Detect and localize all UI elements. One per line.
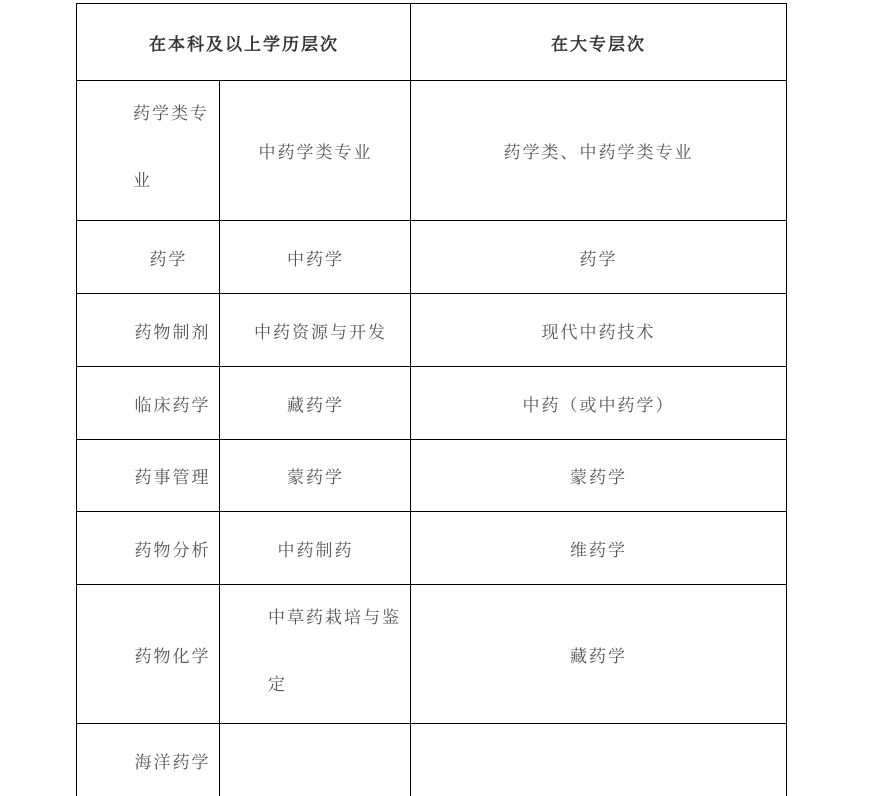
cell-text: 蒙药学 bbox=[570, 468, 627, 488]
table-cell-middle bbox=[219, 511, 411, 584]
cell-text: 药学 bbox=[579, 249, 618, 270]
cell-text: 海洋药学 bbox=[134, 752, 211, 773]
cell-text: 药事管理 bbox=[134, 468, 211, 488]
header-cell-college bbox=[410, 3, 787, 80]
table-cell-right bbox=[410, 511, 787, 584]
table-cell-middle bbox=[219, 439, 411, 511]
table-cell-left bbox=[76, 584, 220, 723]
cell-text: 藏药学 bbox=[570, 646, 627, 667]
requirements-table bbox=[76, 3, 787, 793]
cell-text: 维药学 bbox=[570, 540, 627, 561]
table-cell-left bbox=[76, 293, 220, 366]
cell-text: 中草药栽培与鉴定 bbox=[268, 608, 401, 695]
table-cell-left bbox=[76, 220, 220, 293]
cell-text: 药物制剂 bbox=[134, 322, 211, 343]
table-cell-left bbox=[76, 80, 220, 220]
table-cell-left bbox=[76, 723, 220, 796]
cell-text: 中药资源与开发 bbox=[254, 322, 387, 343]
table-cell-right bbox=[410, 80, 787, 220]
cell-text: 药学类专业 bbox=[133, 104, 209, 191]
cell-text: 中药学 bbox=[287, 249, 344, 270]
cell-text: 现代中药技术 bbox=[541, 322, 656, 343]
table-cell-middle bbox=[219, 293, 411, 366]
cell-text: 药物化学 bbox=[134, 646, 211, 667]
cell-text: 药物分析 bbox=[134, 540, 211, 561]
table-cell-left bbox=[76, 439, 220, 511]
table-cell-right bbox=[410, 293, 787, 366]
cell-text: 中药（或中药学） bbox=[522, 395, 675, 416]
table-cell-right bbox=[410, 584, 787, 723]
header-cell-undergrad bbox=[76, 3, 411, 80]
table-cell-middle bbox=[219, 723, 411, 796]
header-college-label: 在大专层次 bbox=[551, 34, 646, 55]
cell-text: 药学类、中药学类专业 bbox=[503, 143, 694, 163]
table-cell-left bbox=[76, 511, 220, 584]
cell-text: 临床药学 bbox=[134, 395, 211, 416]
table-cell-middle bbox=[219, 366, 411, 439]
header-undergrad-label: 在本科及以上学历层次 bbox=[149, 34, 339, 55]
table-cell-right bbox=[410, 723, 787, 796]
table-cell-right bbox=[410, 366, 787, 439]
cell-text: 药学 bbox=[149, 249, 188, 270]
table-cell-middle bbox=[219, 220, 411, 293]
cell-text: 藏药学 bbox=[287, 395, 344, 416]
table-cell-left bbox=[76, 366, 220, 439]
table-cell-right bbox=[410, 439, 787, 511]
table-cell-middle bbox=[219, 584, 411, 723]
cell-text: 蒙药学 bbox=[287, 468, 344, 488]
cell-text: 中药制药 bbox=[277, 540, 354, 561]
table-cell-middle bbox=[219, 80, 411, 220]
table-cell-right bbox=[410, 220, 787, 293]
cell-text: 中药学类专业 bbox=[258, 143, 373, 163]
